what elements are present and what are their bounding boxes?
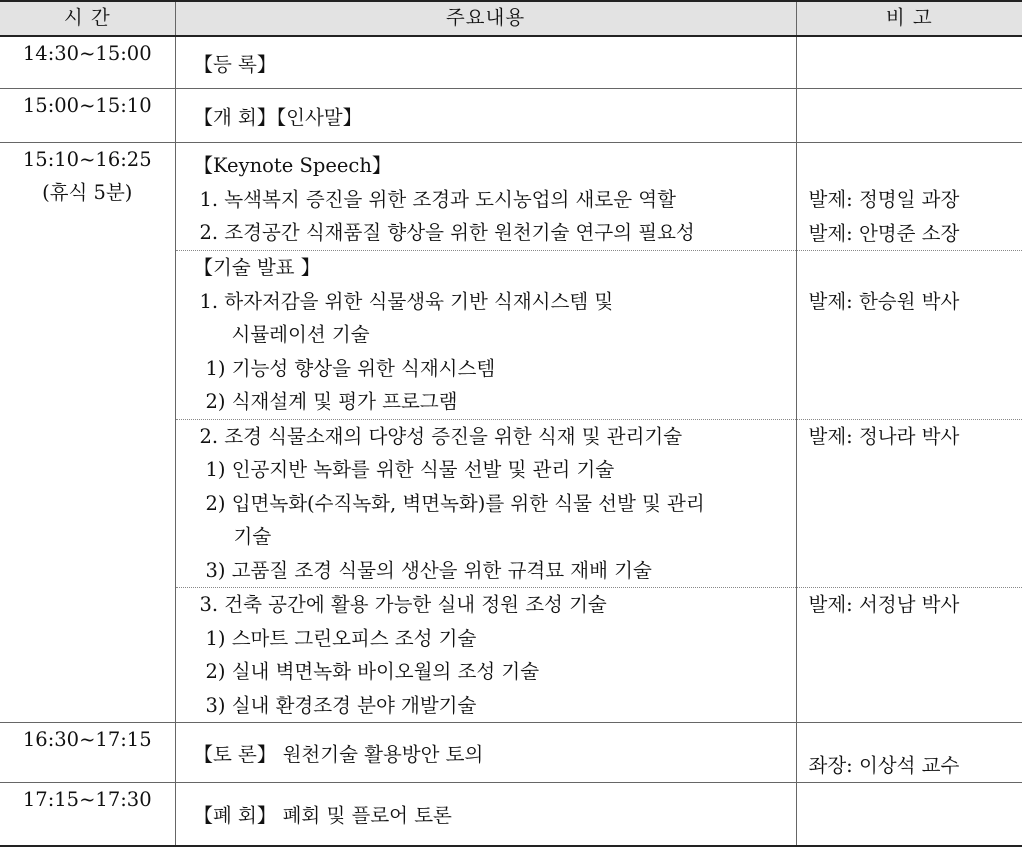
tech-note-cell xyxy=(796,419,1022,588)
presenter-note: 발제: 안명준 소장 xyxy=(808,221,960,245)
tech-sub-item-continued: 기술 xyxy=(233,525,272,548)
tech-sub-item: 3) 고품질 조경 식물의 생산을 위한 규격묘 재배 기술 xyxy=(205,558,652,582)
note-cell xyxy=(796,36,1022,89)
session-break-note: (휴식 5분) xyxy=(42,181,133,204)
tech-title: 3. 건축 공간에 활용 가능한 실내 정원 조성 기술 xyxy=(199,593,607,616)
table-row-discussion xyxy=(0,723,1022,783)
content-cell: 【등 록】 xyxy=(175,36,796,89)
tech-sub-item: 1) 스마트 그린오피스 조성 기술 xyxy=(205,626,477,650)
content-cell: 【토 론】 원천기술 활용방안 토의 xyxy=(175,723,796,783)
tech-sub-item: 1) 인공지반 녹화를 위한 식물 선발 및 관리 기술 xyxy=(205,458,615,481)
note-cell xyxy=(796,723,1022,783)
tech-title: 2. 조경 식물소재의 다양성 증진을 위한 식재 및 관리기술 xyxy=(199,424,683,448)
presenter-note: 발제: 정명일 과장 xyxy=(808,188,960,211)
table-row-closing xyxy=(0,783,1022,847)
time-cell: 17:15~17:30 xyxy=(0,783,175,847)
content-cell: 【개 회】【인사말】 xyxy=(175,89,796,143)
tech-title: 1. 하자저감을 위한 식물생육 기반 식재시스템 및 xyxy=(199,289,614,313)
tech-block-cell xyxy=(175,251,796,420)
keynote-item: 2. 조경공간 식재품질 향상을 위한 원천기술 연구의 필요성 xyxy=(199,221,695,244)
tech-note-cell xyxy=(796,588,1022,723)
keynote-cell xyxy=(175,143,796,251)
tech-sub-item: 3) 실내 환경조경 분야 개발기술 xyxy=(205,693,477,717)
time-cell: 16:30~17:15 xyxy=(0,723,175,783)
tech-sub-item: 2) 식재설계 및 평가 프로그램 xyxy=(205,390,458,413)
moderator-note: 좌장: 이상석 교수 xyxy=(808,753,960,777)
time-cell: 15:00~15:10 xyxy=(0,89,175,143)
tech-title-continued: 시뮬레이션 기술 xyxy=(231,323,370,346)
tech-block-cell xyxy=(175,419,796,588)
tech-sub-item: 1) 기능성 향상을 위한 식재시스템 xyxy=(205,356,496,380)
tech-block-cell xyxy=(175,588,796,723)
presenter-note: 발제: 서정남 박사 xyxy=(808,593,960,616)
header-row xyxy=(0,1,1022,36)
presenter-note: 발제: 정나라 박사 xyxy=(808,424,960,448)
note-cell xyxy=(796,783,1022,847)
tech-note-cell xyxy=(796,251,1022,420)
keynote-heading: 【Keynote Speech】 xyxy=(193,154,392,177)
header-content: 주요내용 xyxy=(175,1,796,36)
table-row-opening xyxy=(0,89,1022,143)
tech-sub-item: 2) 실내 벽면녹화 바이오월의 조성 기술 xyxy=(205,660,540,683)
presenter-note: 발제: 한승원 박사 xyxy=(808,289,960,313)
content-cell: 【폐 회】 폐회 및 플로어 토론 xyxy=(175,783,796,847)
session-time: 15:10~16:25 xyxy=(22,148,152,171)
header-note: 비 고 xyxy=(796,1,1022,36)
table-row-registration xyxy=(0,36,1022,89)
table-row-keynote xyxy=(0,143,1022,251)
header-time: 시 간 xyxy=(0,1,175,36)
session-time-cell xyxy=(0,143,175,723)
keynote-item: 1. 녹색복지 증진을 위한 조경과 도시농업의 새로운 역할 xyxy=(199,187,676,211)
time-cell: 14:30~15:00 xyxy=(0,36,175,89)
tech-sub-item: 2) 입면녹화(수직녹화, 벽면녹화)를 위한 식물 선발 및 관리 xyxy=(205,491,705,515)
note-cell xyxy=(796,89,1022,143)
tech-heading: 【기술 발표 】 xyxy=(193,256,321,279)
keynote-note-cell xyxy=(796,143,1022,251)
